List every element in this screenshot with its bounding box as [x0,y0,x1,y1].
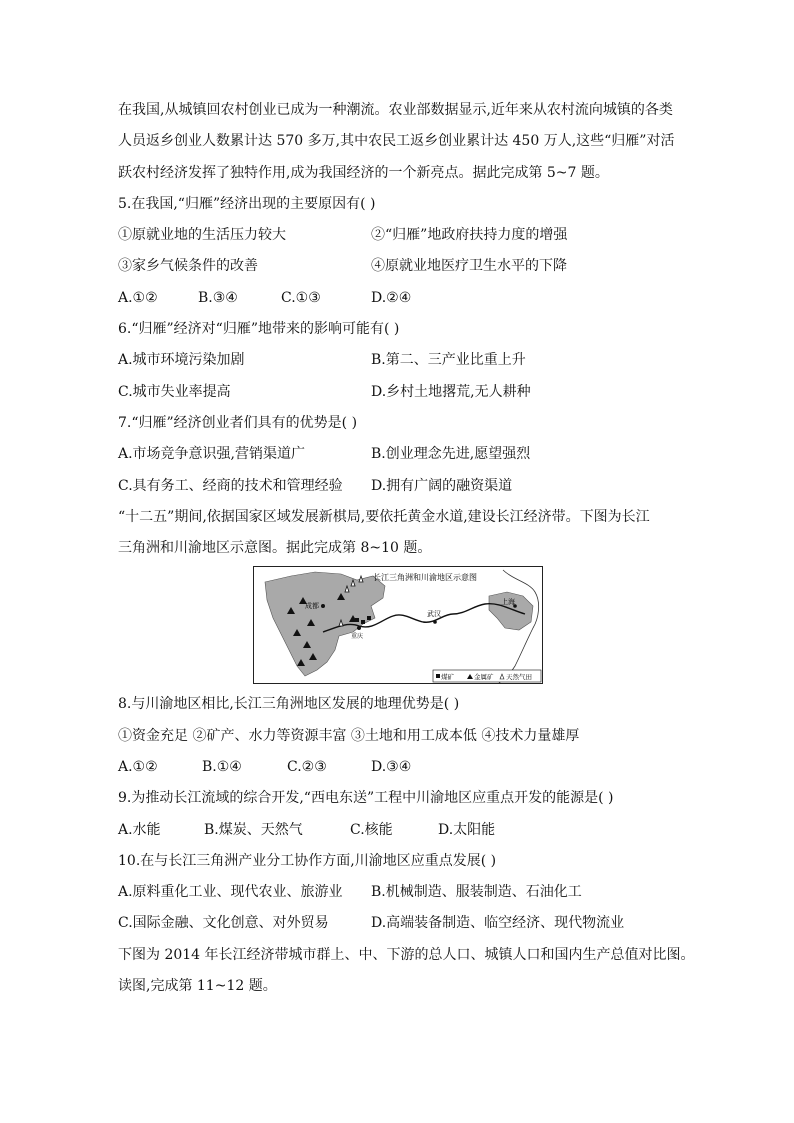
intro-paragraph-2-line-2: 三角洲和川渝地区示意图。据此完成第 8~10 题。 [118,540,432,556]
question-10-choice-d[interactable]: D.高端装备制造、临空经济、现代物流业 [371,915,625,931]
label-chengdu: 成都 [305,602,319,610]
question-6-choice-c[interactable]: C.城市失业率提高 [118,384,231,400]
label-shanghai: 上海 [501,598,515,606]
question-10-options-row-2 [118,913,625,933]
intro-paragraph-1-line-1: 在我国,从城镇回农村创业已成为一种潮流。农业部数据显示,近年来从农村流向城镇的各类 [118,102,673,118]
question-8-choice-a[interactable]: A.①② [118,759,158,775]
question-9-choice-c[interactable]: C.核能 [350,822,393,838]
question-7-options-row-1 [118,444,531,464]
legend-coal-symbol [436,674,440,678]
legend-metal-label: 金属矿 [474,673,494,681]
intro-paragraph-2-line-1: “十二五”期间,依据国家区域发展新棋局,要依托黄金水道,建设长江经济带。下图为长江 [118,509,650,525]
question-5-option-1: ①原就业地的生活压力较大 [118,227,286,243]
question-6-choice-b[interactable]: B.第二、三产业比重上升 [371,352,526,368]
question-5-options-row-2 [118,256,567,276]
question-5-stem: 5.在我国,“归雁”经济出现的主要原因有( ) [118,196,376,212]
question-5-choice-a[interactable]: A.①② [118,290,158,306]
coal-marker [355,618,359,622]
question-5-option-3: ③家乡气候条件的改善 [118,258,258,274]
question-10-stem: 10.在与长江三角洲产业分工协作方面,川渝地区应重点发展( ) [118,853,497,869]
question-10-choice-a[interactable]: A.原料重化工业、现代农业、旅游业 [118,884,343,900]
question-9-choice-d[interactable]: D.太阳能 [438,822,496,838]
map-title: 长江三角洲和川渝地区示意图 [373,573,477,582]
question-8-choice-d[interactable]: D.③④ [371,759,412,775]
wuhan-dot [433,620,437,624]
question-5-options-row-1 [118,225,568,245]
question-7-choice-d[interactable]: D.拥有广阔的融资渠道 [371,478,513,494]
intro-paragraph-1-line-2: 人员返乡创业人数累计达 570 多万,其中农民工返乡创业累计达 450 万人,这些“归雁”对活 [118,133,675,149]
question-7-choice-b[interactable]: B.创业理念先进,愿望强烈 [371,446,531,462]
question-8-stem: 8.与川渝地区相比,长江三角洲地区发展的地理优势是( ) [118,696,460,712]
legend-gas-label: 天然气田 [506,673,532,681]
question-10-options-row-1 [118,882,582,902]
question-9-stem: 9.为推动长江流域的综合开发,“西电东送”工程中川渝地区应重点开发的能源是( ) [118,790,614,806]
question-7-choice-c[interactable]: C.具有务工、经商的技术和管理经验 [118,478,343,494]
question-6-options-row-2 [118,382,531,402]
question-8-choice-b[interactable]: B.①④ [202,759,242,775]
question-10-choice-b[interactable]: B.机械制造、服装制造、石油化工 [371,884,582,900]
question-5-option-2: ②“归雁”地政府扶持力度的增强 [371,227,568,243]
question-8-options: ①资金充足 ②矿产、水力等资源丰富 ③土地和用工成本低 ④技术力量雄厚 [118,728,580,744]
intro-paragraph-1-line-3: 跃农村经济发挥了独特作用,成为我国经济的一个新亮点。据此完成第 5~7 题。 [118,165,609,181]
question-6-choice-d[interactable]: D.乡村土地撂荒,无人耕种 [371,384,531,400]
question-10-choice-c[interactable]: C.国际金融、文化创意、对外贸易 [118,915,329,931]
coal-marker [361,620,365,624]
question-5-choice-c[interactable]: C.①③ [281,290,321,306]
question-5-option-4: ④原就业地医疗卫生水平的下降 [371,258,567,274]
question-7-choice-a[interactable]: A.市场竞争意识强,营销渠道广 [118,446,306,462]
question-6-stem: 6.“归雁”经济对“归雁”地带来的影响可能有( ) [118,321,400,337]
chengdu-dot [321,604,325,608]
map-legend [433,670,541,682]
label-wuhan: 武汉 [427,610,441,618]
chongqing-dot [357,626,361,630]
question-9-choice-a[interactable]: A.水能 [118,822,161,838]
legend-coal-label: 煤矿 [441,673,454,681]
question-6-choice-a[interactable]: A.城市环境污染加剧 [118,352,245,368]
label-chongqing: 重庆 [351,633,364,640]
question-6-options-row-1 [118,350,526,370]
intro-paragraph-3-line-1: 下图为 2014 年长江经济带城市群上、中、下游的总人口、城镇人口和国内生产总值对比图。 [118,947,695,963]
intro-paragraph-3-line-2: 读图,完成第 11~12 题。 [118,978,277,994]
question-7-options-row-2 [118,476,513,496]
question-5-choice-d[interactable]: D.②④ [371,290,412,306]
coal-marker [367,616,371,620]
question-8-choice-c[interactable]: C.②③ [287,759,327,775]
question-9-choice-b[interactable]: B.煤炭、天然气 [204,822,303,838]
question-5-choice-b[interactable]: B.③④ [198,290,238,306]
question-7-stem: 7.“归雁”经济创业者们具有的优势是( ) [118,415,358,431]
yangtze-delta-sichuan-chongqing-map [253,566,543,684]
